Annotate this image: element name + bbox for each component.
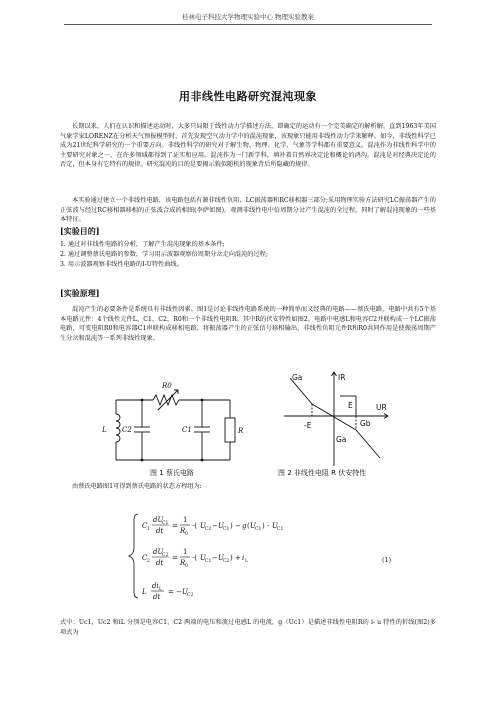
svg-text:·(: ·( — [192, 554, 197, 562]
svg-text:·(: ·( — [192, 522, 197, 530]
header-rule — [64, 24, 432, 25]
figure-1-caption: 图 1 蔡氏电路 — [150, 469, 194, 477]
svg-text:C1: C1 — [223, 527, 230, 532]
svg-text:2: 2 — [147, 559, 150, 564]
svg-text:C: C — [142, 554, 148, 562]
svg-text:dt: dt — [156, 527, 164, 535]
svg-text:U: U — [250, 522, 256, 530]
label-ga: Ga — [292, 373, 303, 382]
svg-text:) +: ) + — [230, 554, 241, 562]
svg-text:0: 0 — [185, 532, 188, 537]
svg-text:C2: C2 — [223, 559, 230, 564]
svg-text:C2: C2 — [162, 553, 169, 558]
footer-paragraph: 式中：Uc1，Uc2 和iL 分别是电容C1，C2 两端的电压和流过电感L 的电流，g（Uc1）是描述非线性电阻R的 i- u 特性的折线(图2)多项式为 — [60, 619, 436, 636]
svg-text:U: U — [272, 522, 278, 530]
label-r: R — [238, 427, 244, 435]
figure-1-chua-circuit — [98, 378, 248, 470]
svg-text:g: g — [242, 522, 247, 530]
svg-text:) ·: ) · — [262, 522, 270, 530]
principle-paragraph-2: 由蔡氏电路图1可得到蔡氏电路的状态方程组为: — [72, 483, 202, 490]
label-c2: C2 — [122, 426, 132, 434]
label-e: E — [348, 401, 353, 410]
label-neg-e: -E — [304, 421, 312, 430]
svg-text:U: U — [218, 554, 224, 562]
equation-number: (1) — [382, 556, 392, 564]
section-heading-principle: [实验原理] — [60, 288, 100, 298]
svg-text:1: 1 — [183, 548, 188, 556]
svg-text:C2: C2 — [187, 593, 194, 598]
svg-text:U: U — [200, 522, 206, 530]
svg-text:C2: C2 — [205, 527, 212, 532]
svg-text:C: C — [142, 522, 148, 530]
svg-text:C1: C1 — [162, 521, 169, 526]
svg-text:−: − — [212, 522, 218, 530]
running-header: 桂林电子科技大学物理实验中心 物理实验教案 — [181, 13, 315, 21]
principle-paragraph-1: 混沌产生的必要条件是系统具有非线性因素。图1是讨论非线性电路系统的一种简单而又经典的电路——蔡氏电路。电路中共有5个基本电路元件：4个线性元件L，C1，C2，R0和一个非线性电阻R。其中R的伏安特性如图2。电路中电感L和电容C2并联构成一个LC振荡电路，可变电阻R0和电容器C1串联构成移相电路，将振荡器产生的正弦信号移相输出，非线性负阻元件R和R0共同作用是使振荡周期产生分岔和混沌等一系列非线性现象。 — [60, 306, 436, 342]
svg-text:−: − — [212, 554, 218, 562]
svg-text:L: L — [245, 559, 248, 564]
purpose-list — [60, 240, 436, 270]
label-r0: R0 — [162, 382, 172, 390]
label-c1: C1 — [182, 426, 192, 434]
state-equations — [126, 510, 336, 608]
svg-text:) −: ) − — [230, 522, 241, 530]
svg-text:C1: C1 — [255, 527, 262, 532]
svg-text:R: R — [180, 527, 186, 535]
list-item: 2. 通过调整蔡氏电路的参数，学习用示波器观察倍周期分岔走向混沌的过程; — [60, 251, 268, 258]
section-heading-purpose: [实验目的] — [60, 226, 100, 236]
svg-text:C1: C1 — [277, 527, 284, 532]
figure-2-iv-characteristic — [276, 368, 396, 470]
figure-2-caption: 图 2 非线性电阻 R 伏安特性 — [278, 469, 367, 477]
svg-text:dt: dt — [156, 559, 164, 567]
label-l: L — [102, 426, 107, 434]
svg-text:= −: = − — [168, 588, 182, 596]
list-item: 1. 通过对非线性电路的分析，了解产生混沌现象的基本条件; — [60, 241, 225, 248]
svg-text:i: i — [242, 554, 245, 562]
list-item: 3. 用示波器观察非线性电路的I-U特性曲线。 — [60, 261, 183, 268]
svg-text:dU: dU — [153, 548, 164, 556]
intro-paragraph-2: 本实验通过建立一个非线性电路，该电路包括有源非线性负阻、LC振荡器和RC移相器三部分;采用物理实验方法研究LC振荡器产生的正弦波与经过RC移相器移相的正弦波合成的相图(李萨如图)，观测非线性电中倍周期分岔产生混沌的全过程，同时了解混沌现象的一些基本特征。 — [60, 197, 436, 224]
svg-text:1: 1 — [183, 516, 188, 524]
intro-paragraph-1: 长期以来，人们在认识和描述运动时，大多只局限于线性动力学描述方法，即确定的运动有一个完美确定的解析解。直到1963年美国气象学家LORENZ在分析天气预报模型时，首先发现空气动力学中的混沌现象，该现象只能用非线性动力学来解释。如今，非线性科学已成为21世纪科学研究的一个重要方向。非线性科学的研究对于解生物、物理、化学、气象等学科都有重要意义。混沌作为非线性科学中的主要研究对象之一，在许多领域都得到了证实和应用。混沌作为一门新学科，填补着自然界决定论和概论的鸿沟。混沌是对经典决定论的否定，但本身有它特有的规律。研究混沌的目的是要揭示貌似随机的现象背后所隐藏的规律。 — [60, 123, 436, 169]
label-ur: UR — [376, 403, 387, 412]
svg-text:di: di — [152, 582, 159, 590]
svg-text:U: U — [218, 522, 224, 530]
svg-text:U: U — [200, 554, 206, 562]
svg-text:dt: dt — [153, 593, 161, 601]
document-title: 用非线性电路研究混沌现象 — [179, 90, 317, 103]
svg-text:L: L — [142, 588, 147, 596]
label-ir: IR — [338, 373, 346, 382]
svg-text:C1: C1 — [205, 559, 212, 564]
svg-text:U: U — [182, 588, 188, 596]
svg-text:(: ( — [247, 522, 250, 530]
label-ga-lower: Ga — [336, 435, 347, 444]
svg-text:0: 0 — [185, 564, 188, 569]
svg-text:L: L — [159, 587, 162, 592]
svg-text:=: = — [172, 522, 178, 530]
svg-text:=: = — [172, 554, 178, 562]
svg-text:dU: dU — [153, 516, 164, 524]
label-gb: Gb — [360, 419, 371, 428]
svg-text:1: 1 — [147, 527, 150, 532]
svg-text:R: R — [180, 559, 186, 567]
